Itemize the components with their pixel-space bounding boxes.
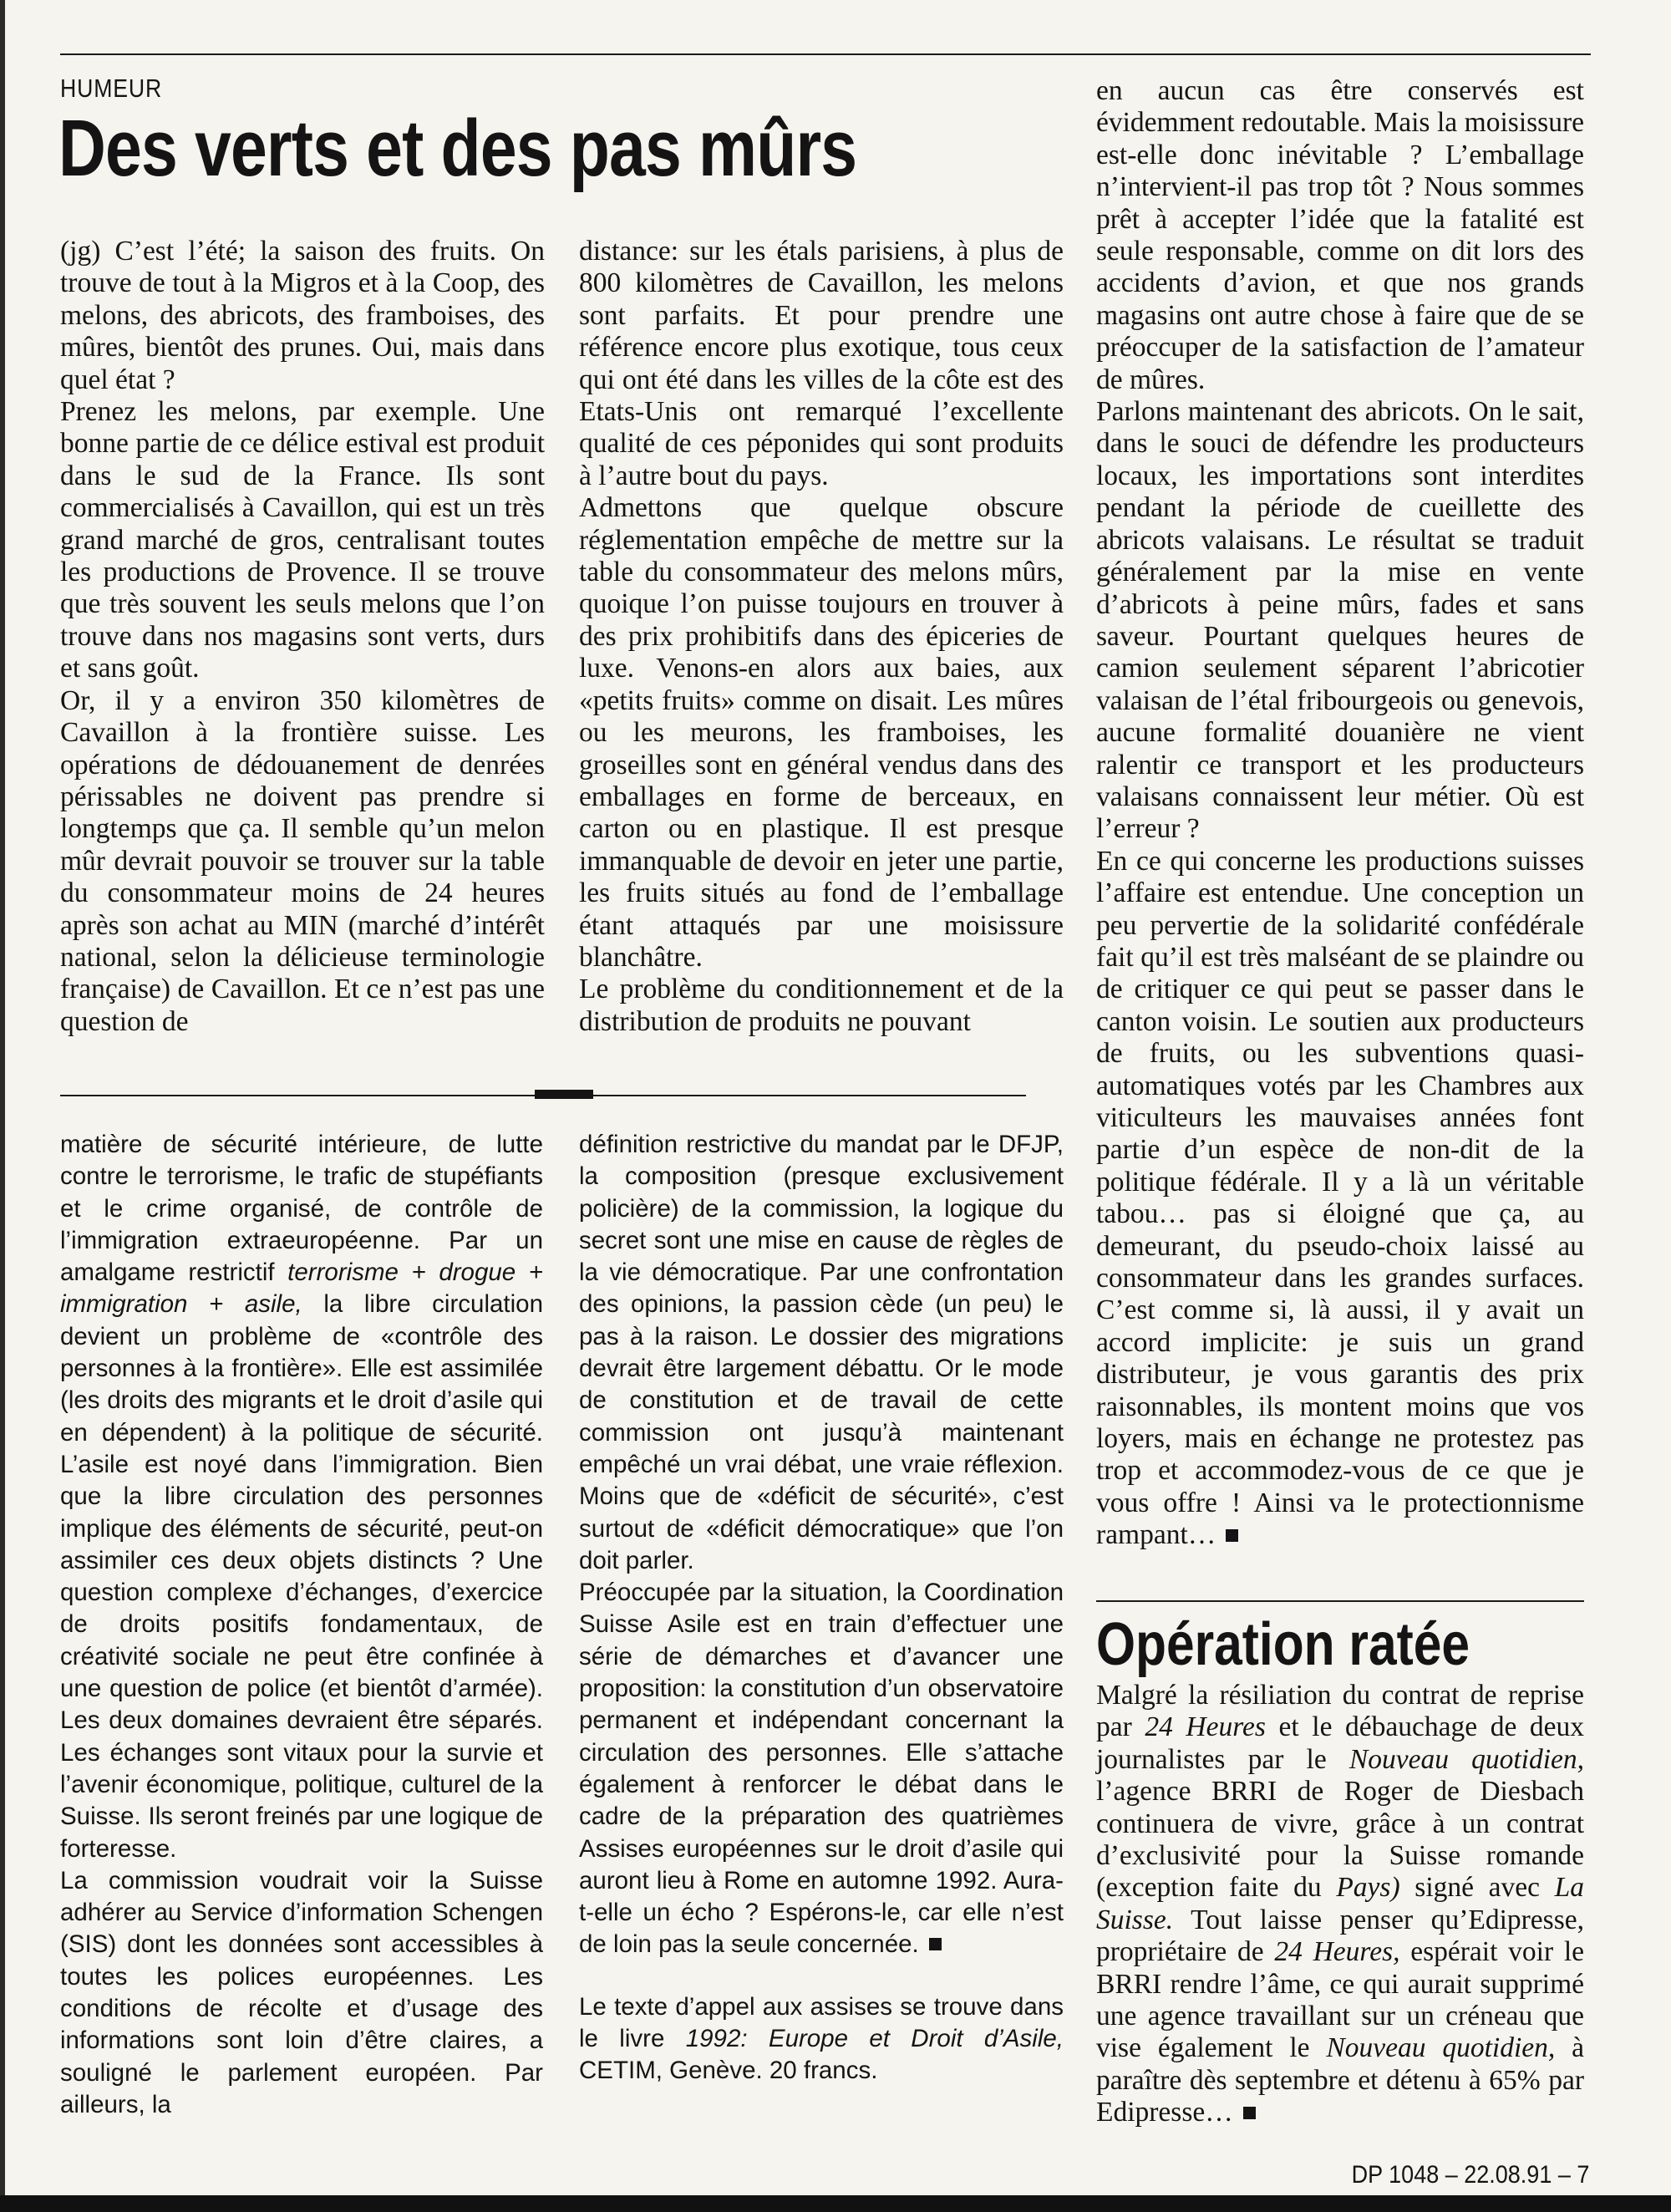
paragraph: Or, il y a environ 350 kilomètres de Cavaillon à la frontière suisse. Les opérations de dédouanement de denrées périssables ne doivent pas prendre si longtemps que ça. Il semble qu’un melon mûr devrait pouvoir se trouver sur la table du consommateur moins de 24 heures après son achat au MIN (marché d’intérêt national, selon la délicieuse terminologie française) de Cavaillon. Et ce n’est pas une question de	[60, 684, 545, 1037]
italic-title: 24 Heures	[1145, 1711, 1266, 1743]
sidebar-rule	[1096, 1600, 1584, 1602]
article2-column-1	[60, 1129, 543, 2121]
sidebar-headline: Opération ratée	[1096, 1611, 1470, 1678]
italic-phrase: terrorisme + drogue + immigration + asile,	[60, 1259, 543, 1319]
top-rule	[60, 53, 1591, 55]
paragraph: (jg) C’est l’été; la saison des fruits. On trouve de tout à la Migros et à la Coop, des melons, des abricots, des framboises, des mûres, bientôt des prunes. Oui, mais dans quel état ?	[60, 236, 545, 395]
paragraph-text: Préoccupée par la situation, la Coordination Suisse Asile est en train d’effectuer une série de démarches et d’avancer une proposition: la constitution d’un observatoire permanent et indépendant concernant la circulation des personnes. Elle s’attache également à renforcer le débat dans le cadre de la préparation des quatrièmes Assises européennes sur le droit d’asile qui auront lieu à Rome en automne 1992. Aura-t-elle un écho ? Espérons-le, car elle n’est de loin pas la seule concernée.	[579, 1579, 1064, 1959]
scan-edge	[0, 0, 5, 2212]
italic-title: Pays)	[1336, 1872, 1400, 1904]
note-book-title: 1992: Europe et Droit d’Asile,	[685, 2025, 1064, 2053]
paragraph: distance: sur les étals parisiens, à plus de 800 kilomètres de Cavaillon, les melons sont parfaits. Et pour prendre une référence encore plus exotique, tous ceux qui ont été dans les villes de la côte est des Etats-Unis ont remarqué l’excellente qualité de ces péponides qui sont produits à l’autre bout du pays.	[579, 236, 1064, 491]
note-text: CETIM, Genève. 20 francs.	[579, 2057, 878, 2085]
paragraph: La commission voudrait voir la Suisse adhérer au Service d’information Schengen (SIS) dont les données sont accessibles à toutes les polices européennes. Les conditions de récolte et d’usage des informations sont loin d’être claires, a souligné le parlement européen. Par ailleurs, la	[60, 1866, 543, 2118]
text: l’agence BRRI de Roger de Diesbach continuera de vivre, grâce à un contrat d’exclusivité pour la Suisse romande (exception faite du	[1096, 1776, 1584, 1904]
paragraph: Admettons que quelque obscure réglementation empêche de mettre sur la table du consommateur des melons mûrs, quoique l’on puisse toujours en trouver à des prix prohibitifs dans des épiceries de luxe. Venons-en alors aux baies, aux «petits fruits» comme on disait. Les mûres ou les meurons, les framboises, les groseilles sont en général vendus dans des emballages en forme de berceaux, en carton ou en plastique. Il est presque immanquable de devoir en jeter une partie, les fruits situés au fond de l’emballage étant attaqués par une moisissure blanchâtre.	[579, 492, 1064, 973]
note-text: Le texte d’appel aux assises se trouve dans le livre	[579, 1992, 1064, 2053]
text: et le débauchage de deux journalistes par le	[1096, 1711, 1585, 1775]
article3-body	[1096, 1680, 1584, 2129]
paragraph	[1096, 846, 1584, 1552]
end-mark	[929, 1938, 942, 1950]
italic-title: La Suisse.	[1096, 1872, 1585, 1935]
italic-title: Nouveau quotidien,	[1348, 1743, 1585, 1775]
italic-title: 24 Heures,	[1274, 1936, 1400, 1968]
section-kicker: HUMEUR	[60, 74, 163, 103]
text: Malgré la résiliation du contrat de reprise par	[1096, 1680, 1584, 1743]
source-note	[579, 1991, 1064, 2087]
italic-title: Nouveau quotidien,	[1326, 2032, 1556, 2064]
paragraph	[1096, 1680, 1584, 2129]
page-footer: DP 1048 – 22.08.91 – 7	[1351, 2161, 1589, 2189]
paragraph-text: la libre circulation devient un problème de «contrôle des personnes à la frontière». Elle est assimilée (les droits des migrants et le droit d’asile qui en dépendent) à la politique de sécurité. L’asile est noyé dans l’immigration. Bien que la libre circulation des personnes implique des éléments de sécurité, peut-on assimiler ces deux objets distincts ? Une question complexe d’échanges, d’exercice de droits positifs fondamentaux, de créativité sociale ne peut être confinée à une question de police (et bientôt d’armée). Les deux domaines devraient être séparés. Les échanges sont vitaux pour la survie et l’avenir économique, politique, culturel de la Suisse. Ils seront freinés par une logique de forteresse.	[60, 1290, 543, 1863]
text: Tout laisse penser qu’Edipresse, propriétaire de	[1096, 1904, 1584, 1968]
scan-bottom-band	[0, 2195, 1671, 2212]
paragraph: Le problème du conditionnement et de la distribution de produits ne pouvant	[579, 974, 1064, 1037]
article1-column-2	[579, 236, 1064, 1038]
paragraph-text: En ce qui concerne les productions suisses l’affaire est entendue. Une conception un peu pervertie de la solidarité confédérale fait qu’il est très malséant de se plaindre ou de critiquer ce qui peut se passer dans le canton voisin. Le soutien aux producteurs de fruits, ou les subventions quasi-automatiques votés par les Chambres aux viticulteurs les mauvaises années font partie d’un espèce de non-dit de la politique fédérale. Il y a là un véritable tabou… pas si éloigné que ça, au demeurant, du pseudo-choix laissé au consommateur dans les grandes surfaces. C’est comme si, là aussi, il y avait un accord implicite: je suis un grand distributeur, je vous garantis des prix raisonnables, ils montent moins que vos loyers, mais en échange ne protestez pas trop et accommodez-vous de ce que je vous offre ! Ainsi va le protectionnisme rampant…	[1096, 845, 1584, 1551]
text: à paraître dès septembre et détenu à 65% par Edipresse…	[1096, 2032, 1585, 2128]
paragraph	[579, 1577, 1064, 1961]
divider-notch	[535, 1090, 593, 1099]
paragraph-text: matière de sécurité intérieure, de lutte contre le terrorisme, le trafic de stupéfiants et le crime organisé, de contrôle de l’immigration extraeuropéenne. Par un amalgame restrictif	[60, 1131, 543, 1287]
article-headline: Des verts et des pas mûrs	[58, 104, 857, 193]
end-mark	[1243, 2107, 1256, 2119]
paragraph: en aucun cas être conservés est évidemment redoutable. Mais la moisissure est-elle donc inévitable ? L’emballage n’intervient-il pas trop tôt ? Nous sommes prêt à accepter l’idée que la fatalité est seule responsable, comme on dit lors des accidents d’avion, et que nos grands magasins ont autre chose à faire que de se préoccuper de la satisfaction de l’amateur de mûres.	[1096, 75, 1584, 395]
paragraph	[60, 1129, 543, 1865]
article1-column-1	[60, 236, 545, 1038]
article1-column-3	[1096, 75, 1584, 1552]
end-mark	[1226, 1529, 1238, 1542]
article2-column-2	[579, 1129, 1064, 2087]
paragraph: Parlons maintenant des abricots. On le sait, dans le souci de défendre les producteurs locaux, les importations sont interdites pendant la période de cueillette des abricots valaisans. Le résultat se traduit généralement par la mise en vente d’abricots à peine mûrs, fades et sans saveur. Pourtant quelques heures de camion seulement séparent l’abricotier valaisan de l’étal fribourgeois ou genevois, aucune formalité douanière ne vient ralentir ce transport et les producteurs valaisans connaissent leur métier. Où est l’erreur ?	[1096, 396, 1584, 845]
text: espérait voir le BRRI rendre l’âme, ce qui aurait supprimé une agence travaillant sur un créneau que vise également le	[1096, 1936, 1585, 2064]
paragraph: Prenez les melons, par exemple. Une bonne partie de ce délice estival est produit dans le sud de la France. Ils sont commercialisés à Cavaillon, qui est un très grand marché de gros, centralisant toutes les productions de Provence. Il se trouve que très souvent les seuls melons que l’on trouve dans nos magasins sont verts, durs et sans goût.	[60, 396, 545, 684]
paragraph: définition restrictive du mandat par le DFJP, la composition (presque exclusivement policière) de la commission, la logique du secret sont une mise en cause de règles de la vie démocratique. Par une confrontation des opinions, la passion cède (un peu) le pas à la raison. Le dossier des migrations devrait être largement débattu. Or le mode de constitution et de travail de cette commission ont jusqu’à maintenant empêché un vrai débat, une vraie réflexion. Moins que de «déficit de sécurité», c’est surtout de «déficit démocratique» que l’on doit parler.	[579, 1131, 1064, 1574]
text: signé avec	[1415, 1872, 1540, 1904]
